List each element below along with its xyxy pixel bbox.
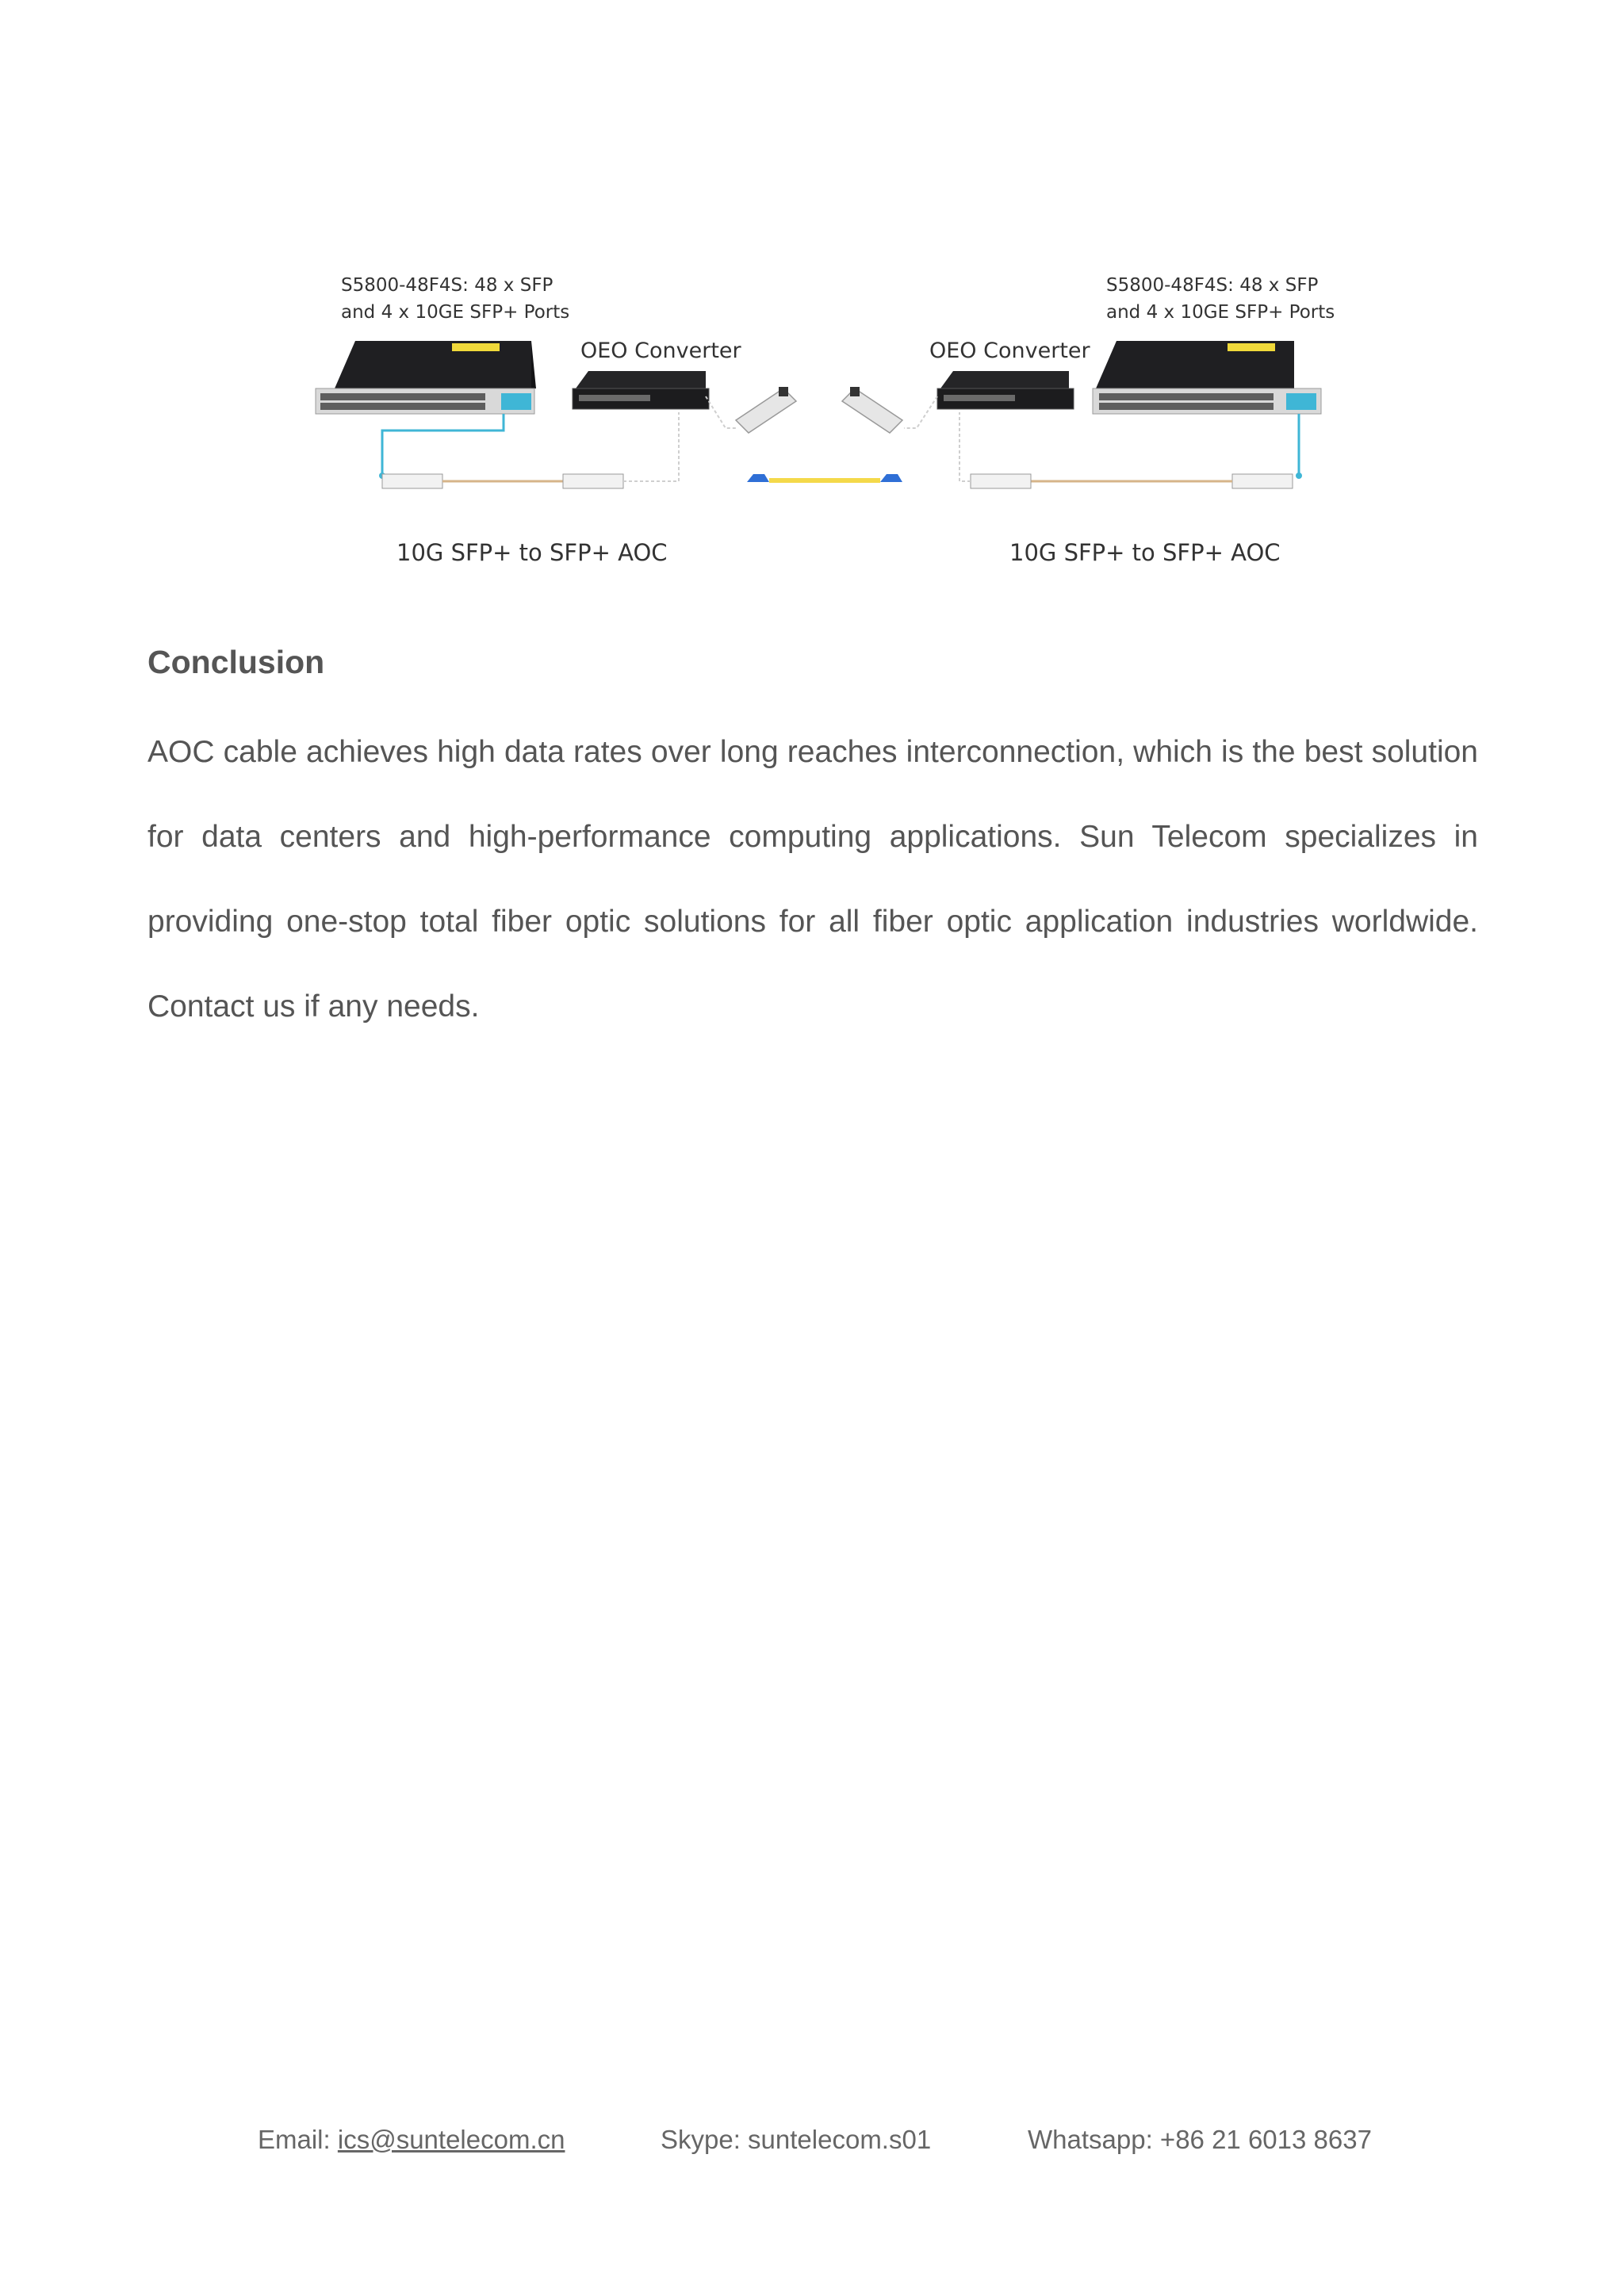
aoc-left-label: 10G SFP+ to SFP+ AOC	[396, 539, 668, 566]
conclusion-paragraph: AOC cable achieves high data rates over long reaches interconnection, which is the best solution for data centers and high-performance computing applications. Sun Telecom specializes in providing one-stop total fiber optic solutions for all fiber optic application industries worldwide. Contact us if any needs.	[147, 735, 1478, 1024]
converter-right-label: OEO Converter	[929, 339, 1090, 363]
switch-left-icon	[316, 341, 536, 414]
conclusion-heading: Conclusion	[147, 644, 325, 680]
aoc-cable-right-icon	[959, 412, 1302, 488]
switch-left-label-line2: and 4 x 10GE SFP+ Ports	[341, 302, 570, 323]
switch-left-label-line1: S5800-48F4S: 48 x SFP	[341, 275, 553, 296]
link-line-right	[904, 396, 937, 428]
sfp-module-right-icon	[842, 387, 902, 433]
footer-email-link[interactable]: ics@suntelecom.cn	[337, 2125, 565, 2154]
network-diagram	[293, 262, 1348, 587]
switch-right-label-line2: and 4 x 10GE SFP+ Ports	[1106, 302, 1335, 323]
sfp-module-left-icon	[736, 387, 796, 433]
footer-skype: Skype: suntelecom.s01	[661, 2125, 932, 2154]
oeo-converter-right-icon	[937, 371, 1074, 409]
page-footer	[0, 2125, 1624, 2164]
converter-left-label: OEO Converter	[580, 339, 741, 363]
fiber-patch-cord-icon	[747, 474, 902, 482]
link-line-left	[706, 396, 737, 428]
footer-email-label: Email:	[258, 2125, 338, 2154]
switch-right-label-line1: S5800-48F4S: 48 x SFP	[1106, 275, 1319, 296]
oeo-converter-left-icon	[573, 371, 709, 409]
footer-email	[258, 2125, 565, 2155]
aoc-right-label: 10G SFP+ to SFP+ AOC	[1009, 539, 1281, 566]
footer-whatsapp: Whatsapp: +86 21 6013 8637	[1028, 2125, 1372, 2154]
switch-right-icon	[1093, 341, 1321, 414]
aoc-cable-left-icon	[379, 412, 679, 488]
